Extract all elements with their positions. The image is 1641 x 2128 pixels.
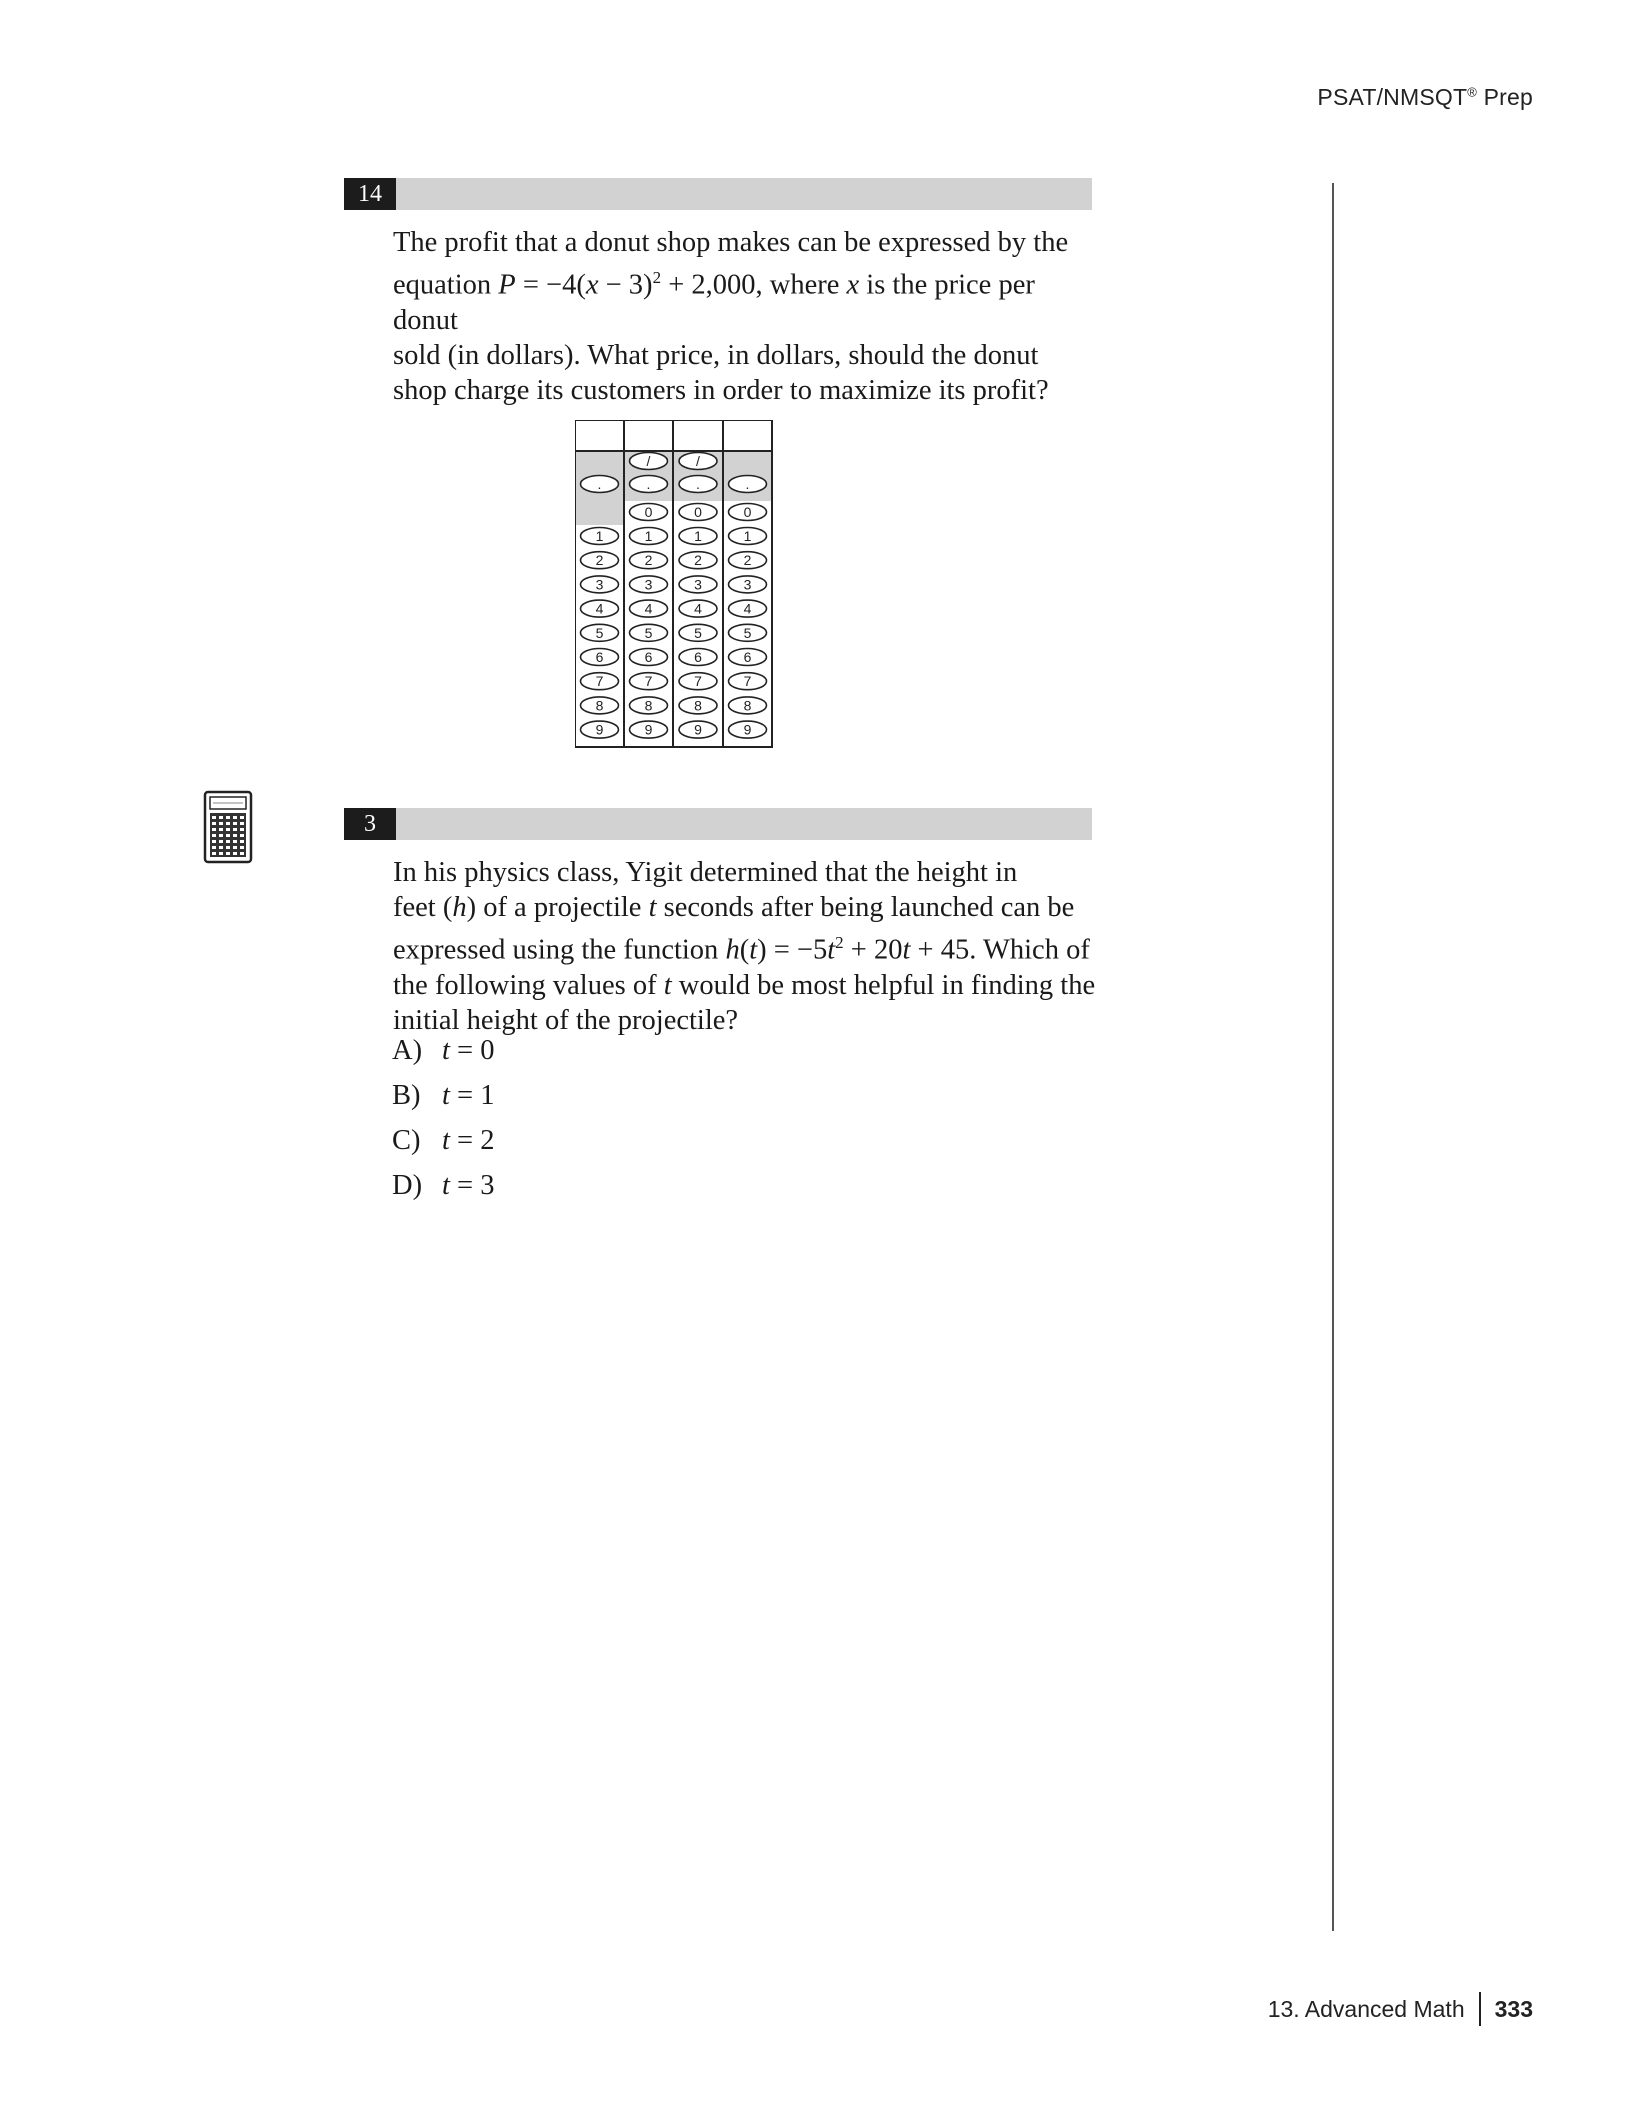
digit-bubble-2[interactable]	[581, 552, 619, 569]
bubble-label: 7	[644, 673, 653, 690]
choice-letter: D)	[392, 1170, 423, 1201]
question-3-text	[393, 855, 1103, 1038]
bubble-label: /	[646, 453, 651, 469]
choice-letter: A)	[392, 1035, 423, 1066]
digit-bubble-8[interactable]	[679, 697, 717, 714]
digit-bubble-7[interactable]	[729, 673, 767, 690]
digit-bubble-6[interactable]	[581, 649, 619, 666]
fraction-bar-bubble[interactable]	[630, 453, 668, 470]
answer-choice-a[interactable]: A) t = 0	[392, 1035, 495, 1066]
fraction-bar-bubble[interactable]	[679, 453, 717, 470]
digit-bubble-9[interactable]	[581, 721, 619, 738]
running-head	[1317, 84, 1533, 111]
answer-choice-b[interactable]: B) t = 1	[392, 1080, 495, 1111]
digit-bubble-0[interactable]	[630, 504, 668, 521]
bubble-label: 4	[694, 600, 702, 617]
bubble-label: 9	[694, 721, 702, 738]
bubble-label: 3	[595, 576, 604, 593]
digit-bubble-3[interactable]	[679, 576, 717, 593]
bubble-label: 5	[644, 624, 653, 641]
registered-mark: ®	[1467, 84, 1478, 100]
decimal-point-bubble[interactable]	[729, 476, 767, 493]
bubble-label: 8	[694, 697, 702, 714]
digit-bubble-9[interactable]	[729, 721, 767, 738]
bubble-label: 2	[694, 552, 702, 569]
digit-bubble-3[interactable]	[630, 576, 668, 593]
bubble-label: 2	[595, 552, 604, 569]
bubble-label: 7	[595, 673, 604, 690]
bubble-label: 9	[644, 721, 653, 738]
digit-bubble-2[interactable]	[679, 552, 717, 569]
digit-bubble-6[interactable]	[630, 649, 668, 666]
bubble-label: 2	[644, 552, 653, 569]
bubble-label: 6	[595, 649, 604, 665]
bubble-label: .	[696, 476, 700, 492]
decimal-point-bubble[interactable]	[581, 476, 619, 493]
digit-bubble-5[interactable]	[581, 624, 619, 641]
bubble-label: 3	[694, 576, 702, 593]
bubble-label: 6	[694, 649, 702, 665]
bubble-label: 6	[743, 649, 752, 665]
digit-bubble-2[interactable]	[729, 552, 767, 569]
digit-bubble-4[interactable]	[581, 600, 619, 617]
answer-choice-c[interactable]: C) t = 2	[392, 1125, 495, 1156]
digit-bubble-1[interactable]	[729, 528, 767, 545]
bubble-label: .	[745, 476, 750, 492]
text-line: initial height of the projectile?	[393, 1004, 739, 1036]
choice-letter: B)	[392, 1080, 421, 1111]
bubble-label: 1	[644, 528, 653, 544]
bubble-label: 8	[595, 697, 604, 714]
bubble-label: 1	[743, 528, 752, 544]
chapter-title: 13. Advanced Math	[1267, 1995, 1465, 2022]
digit-bubble-5[interactable]	[630, 624, 668, 641]
digit-bubble-9[interactable]	[679, 721, 717, 738]
bubble-label: .	[597, 476, 602, 492]
decimal-point-bubble[interactable]	[630, 476, 668, 493]
digit-bubble-0[interactable]	[729, 504, 767, 521]
running-head-title: PSAT/NMSQT	[1317, 84, 1468, 110]
digit-bubble-8[interactable]	[630, 697, 668, 714]
digit-bubble-2[interactable]	[630, 552, 668, 569]
bubble-label: 8	[743, 697, 752, 714]
bubble-label: .	[646, 476, 651, 492]
margin-rule	[1332, 183, 1334, 1931]
bubble-label: 3	[743, 576, 752, 593]
digit-bubble-7[interactable]	[679, 673, 717, 690]
digit-bubble-9[interactable]	[630, 721, 668, 738]
bubble-label: 7	[743, 673, 752, 690]
digit-bubble-4[interactable]	[630, 600, 668, 617]
bubble-label: 1	[694, 528, 702, 544]
digit-bubble-1[interactable]	[630, 528, 668, 545]
question-header-bar	[344, 808, 1092, 840]
choice-letter: C)	[392, 1125, 421, 1156]
digit-bubble-6[interactable]	[679, 649, 717, 666]
running-head-suffix: Prep	[1483, 84, 1533, 110]
grid-in-answer-grid	[575, 420, 775, 750]
digit-bubble-0[interactable]	[679, 504, 717, 521]
text-line: equation $P = -4(x - 3)^2 + 2,000$, where x is the price per donut	[393, 268, 1035, 336]
question-number: 14	[344, 178, 396, 210]
digit-bubble-7[interactable]	[630, 673, 668, 690]
bubble-label: 0	[694, 504, 702, 520]
bubble-label: 5	[694, 624, 702, 641]
decimal-point-bubble[interactable]	[679, 476, 717, 493]
text-line: shop charge its customers in order to maximize its profit?	[393, 374, 1049, 406]
digit-bubble-6[interactable]	[729, 649, 767, 666]
question-number: 3	[344, 808, 396, 840]
page-footer	[1268, 1990, 1533, 2028]
bubble-label: 0	[743, 504, 752, 520]
bubble-label: 5	[595, 624, 604, 641]
page-number: 333	[1494, 1995, 1533, 2022]
text-line: the following values of t would be most helpful in finding the	[393, 969, 1096, 1001]
bubble-label: 7	[694, 673, 702, 690]
bubble-label: 8	[644, 697, 653, 714]
text-line: expressed using the function $h(t) = -5t^2 + 20t + 45$. Which of	[393, 933, 1090, 966]
calculator-icon	[203, 790, 253, 864]
bubble-label: 5	[743, 624, 752, 641]
text-line: The profit that a donut shop makes can be expressed by the	[393, 227, 1069, 258]
digit-bubble-3[interactable]	[581, 576, 619, 593]
digit-bubble-5[interactable]	[679, 624, 717, 641]
digit-bubble-8[interactable]	[729, 697, 767, 714]
question-header-bar	[344, 178, 1092, 210]
digit-bubble-8[interactable]	[581, 697, 619, 714]
digit-bubble-7[interactable]	[581, 673, 619, 690]
bubble-label: 6	[644, 649, 653, 665]
digit-bubble-3[interactable]	[729, 576, 767, 593]
text-line: feet (h) of a projectile t seconds after being launched can be	[393, 892, 1075, 923]
digit-bubble-4[interactable]	[729, 600, 767, 617]
bubble-label: /	[696, 453, 700, 469]
digit-bubble-1[interactable]	[679, 528, 717, 545]
bubble-label: 3	[644, 576, 653, 593]
bubble-label: 1	[595, 528, 604, 544]
text-line: sold (in dollars). What price, in dollars, should the donut	[393, 339, 1039, 371]
bubble-label: 4	[595, 600, 604, 617]
bubble-label: 2	[743, 552, 752, 569]
bubble-label: 4	[743, 600, 752, 617]
bubble-label: 4	[644, 600, 653, 617]
answer-choice-d[interactable]: D) t = 3	[392, 1170, 495, 1201]
question-14-text	[393, 225, 1103, 408]
digit-bubble-1[interactable]	[581, 528, 619, 545]
digit-bubble-5[interactable]	[729, 624, 767, 641]
digit-bubble-4[interactable]	[679, 600, 717, 617]
text-line: In his physics class, Yigit determined that the height in	[393, 857, 1018, 888]
bubble-label: 0	[644, 504, 653, 520]
bubble-label: 9	[743, 721, 752, 738]
bubble-label: 9	[595, 721, 604, 738]
